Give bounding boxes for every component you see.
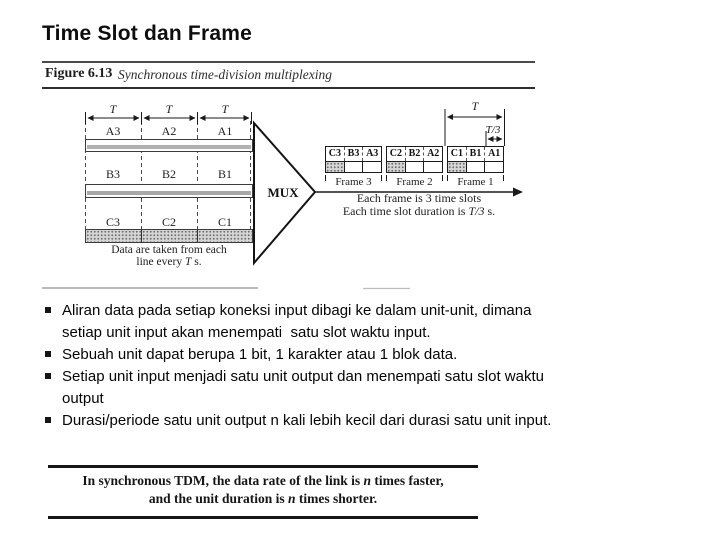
frame-unit-row xyxy=(448,162,503,172)
input-line-a-labels xyxy=(85,124,253,139)
unit-cell xyxy=(484,162,503,172)
unit-label: A2 xyxy=(161,124,177,138)
unit-label: C3 xyxy=(105,215,120,229)
unit-cell xyxy=(362,162,381,172)
slot-label: B2 xyxy=(405,147,424,161)
frame-unit-row xyxy=(387,162,442,172)
right-note-line1: Each frame is 3 time slots xyxy=(356,191,482,205)
slot-label: B3 xyxy=(344,147,363,161)
slot-label: C3 xyxy=(328,148,341,159)
bullet-item xyxy=(42,300,682,344)
unit-label: C2 xyxy=(161,215,176,229)
footer-top-rule xyxy=(48,465,478,468)
bullet-marker xyxy=(45,417,51,423)
frame-3-box xyxy=(325,146,382,173)
unit-cell xyxy=(344,162,363,172)
bullet-marker xyxy=(45,373,51,379)
unit-cell xyxy=(405,162,424,172)
unit-label: B3 xyxy=(105,167,120,181)
input-line-c-band xyxy=(85,229,253,243)
bullet-text-line: Aliran data pada setiap koneksi input dibagi ke dalam unit-unit, dimana xyxy=(62,302,532,319)
figure-caption: Synchronous time-division multiplexing xyxy=(118,67,332,82)
figure-label: Figure 6.13 xyxy=(45,66,113,81)
band-divider xyxy=(141,230,142,242)
bullet-text-line: Durasi/periode satu unit output n kali lebih kecil dari durasi satu unit input. xyxy=(62,412,552,429)
slot-label: B1 xyxy=(466,147,485,161)
unit-cell xyxy=(466,162,485,172)
right-note-line2: Each time slot duration is T/3 s. xyxy=(342,204,496,218)
frame-1-label: Frame 1 xyxy=(457,176,494,188)
band-divider xyxy=(197,230,198,242)
bullet-text-line: setiap unit input akan menempati satu slot waktu input. xyxy=(62,324,431,341)
time-label: T xyxy=(221,102,229,116)
scan-artifact-lines xyxy=(42,288,410,289)
slot-duration-label: T/3 xyxy=(485,124,501,136)
slot-label: C2 xyxy=(389,148,402,159)
frame-2-label: Frame 2 xyxy=(396,176,433,188)
figure-top-rule xyxy=(42,61,535,63)
left-note-line1: Data are taken from each xyxy=(111,244,227,256)
footer-line1: In synchronous TDM, the data rate of the link is n times faster, xyxy=(82,473,444,488)
unit-label: B1 xyxy=(217,167,232,181)
hatched-unit-cell xyxy=(387,162,405,172)
bullet-marker xyxy=(45,351,51,357)
bullet-item xyxy=(42,366,682,410)
time-label: T xyxy=(109,102,117,116)
footer-line2: and the unit duration is n times shorter. xyxy=(148,491,378,506)
unit-label: A1 xyxy=(217,124,233,138)
input-line-a-band xyxy=(85,139,253,152)
bullet-item xyxy=(42,344,682,366)
frame-duration-label: T xyxy=(471,99,479,113)
mux-label: MUX xyxy=(267,185,299,200)
bullet-marker xyxy=(45,307,51,313)
unit-stripe xyxy=(87,145,251,149)
page-title: Time Slot dan Frame xyxy=(42,22,252,45)
frame-unit-row xyxy=(326,162,381,172)
frame-2-box xyxy=(386,146,443,173)
time-label: T xyxy=(165,102,173,116)
bullet-item xyxy=(42,410,682,432)
unit-stripe xyxy=(87,191,251,195)
hatched-unit-cell xyxy=(326,162,344,172)
bullet-text-line: Sebuah unit dapat berupa 1 bit, 1 karakter atau 1 blok data. xyxy=(62,346,458,363)
figure-header-rule xyxy=(42,87,535,89)
frame-1-box xyxy=(447,146,504,173)
unit-label: B2 xyxy=(161,167,176,181)
unit-cell xyxy=(423,162,442,172)
frame-3-label: Frame 3 xyxy=(335,176,372,188)
bullet-text-line: Setiap unit input menjadi satu unit output dan menempati satu slot waktu xyxy=(62,368,544,385)
bullet-text-line: output xyxy=(62,390,104,407)
input-line-c-labels xyxy=(85,215,253,230)
input-line-b-labels xyxy=(85,167,253,182)
frame-slot-row xyxy=(326,147,381,162)
left-note-line2: line every T s. xyxy=(136,256,202,268)
footer-bottom-rule xyxy=(48,516,478,519)
slot-label: A3 xyxy=(362,147,381,161)
frame-slot-row xyxy=(448,147,503,162)
slot-label: C1 xyxy=(450,148,463,159)
time-labels-row xyxy=(85,102,253,117)
frame-slot-row xyxy=(387,147,442,162)
input-line-b-band xyxy=(85,184,253,198)
unit-label: C1 xyxy=(217,215,232,229)
slot-label: A2 xyxy=(423,147,442,161)
hatched-unit-cell xyxy=(448,162,466,172)
slot-label: A1 xyxy=(484,147,503,161)
unit-label: A3 xyxy=(105,124,121,138)
